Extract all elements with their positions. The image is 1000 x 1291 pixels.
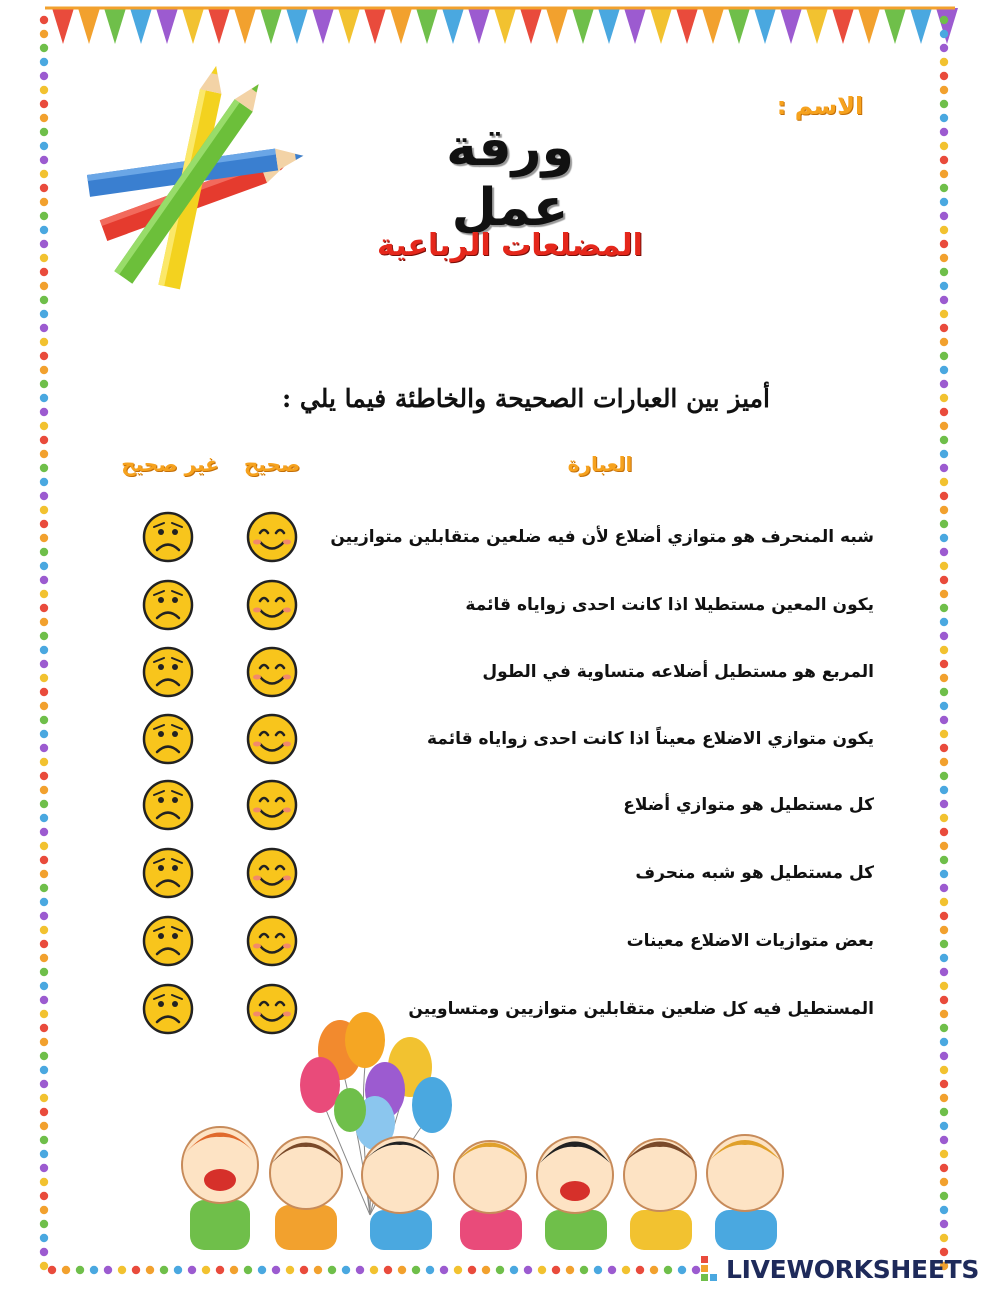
header-incorrect: غير صحيح xyxy=(121,452,219,476)
incorrect-sad-face-button[interactable] xyxy=(142,847,194,899)
liveworksheets-logo-icon xyxy=(700,1254,726,1284)
header-statement: العبارة xyxy=(567,452,633,476)
pencils-illustration xyxy=(70,60,320,290)
statement-text: يكون المعين مستطيلا اذا كانت احدى زواياه قائمة xyxy=(465,595,874,615)
statement-text: كل مستطيل هو متوازي أضلاع xyxy=(623,795,874,815)
correct-smiley-button[interactable] xyxy=(246,915,298,967)
correct-smiley-button[interactable] xyxy=(246,646,298,698)
header-correct: صحيح xyxy=(243,452,301,476)
incorrect-sad-face-button[interactable] xyxy=(142,646,194,698)
kids-balloons-illustration xyxy=(170,1005,830,1250)
statement-text: كل مستطيل هو شبه منحرف xyxy=(635,863,874,883)
correct-smiley-button[interactable] xyxy=(246,511,298,563)
correct-smiley-button[interactable] xyxy=(246,713,298,765)
statement-text: يكون متوازي الاضلاع معيناً اذا كانت احدى زواياه قائمة xyxy=(426,729,874,749)
correct-smiley-button[interactable] xyxy=(246,779,298,831)
statement-text: شبه المنحرف هو متوازي أضلاع لأن فيه ضلعين متقابلين متوازيين xyxy=(330,527,874,547)
incorrect-sad-face-button[interactable] xyxy=(142,579,194,631)
statement-text: بعض متوازيات الاضلاع معينات xyxy=(626,931,874,951)
page-subtitle: المضلعات الرباعية xyxy=(377,228,643,263)
liveworksheets-logo xyxy=(700,1252,979,1286)
incorrect-sad-face-button[interactable] xyxy=(142,915,194,967)
incorrect-sad-face-button[interactable] xyxy=(142,779,194,831)
instruction-text: أميز بين العبارات الصحيحة والخاطئة فيما يلي : xyxy=(281,384,770,413)
correct-smiley-button[interactable] xyxy=(246,579,298,631)
incorrect-sad-face-button[interactable] xyxy=(142,511,194,563)
name-label: الاسم : xyxy=(776,92,864,120)
incorrect-sad-face-button[interactable] xyxy=(142,713,194,765)
statement-text: المربع هو مستطيل أضلاعه متساوية في الطول xyxy=(482,662,874,682)
liveworksheets-logo-text: LIVEWORKSHEETS xyxy=(726,1254,980,1284)
statement-text: المستطيل فيه كل ضلعين متقابلين متوازيين ومتساويين xyxy=(408,999,874,1019)
page-title: ورقة عمل xyxy=(446,118,574,238)
correct-smiley-button[interactable] xyxy=(246,847,298,899)
